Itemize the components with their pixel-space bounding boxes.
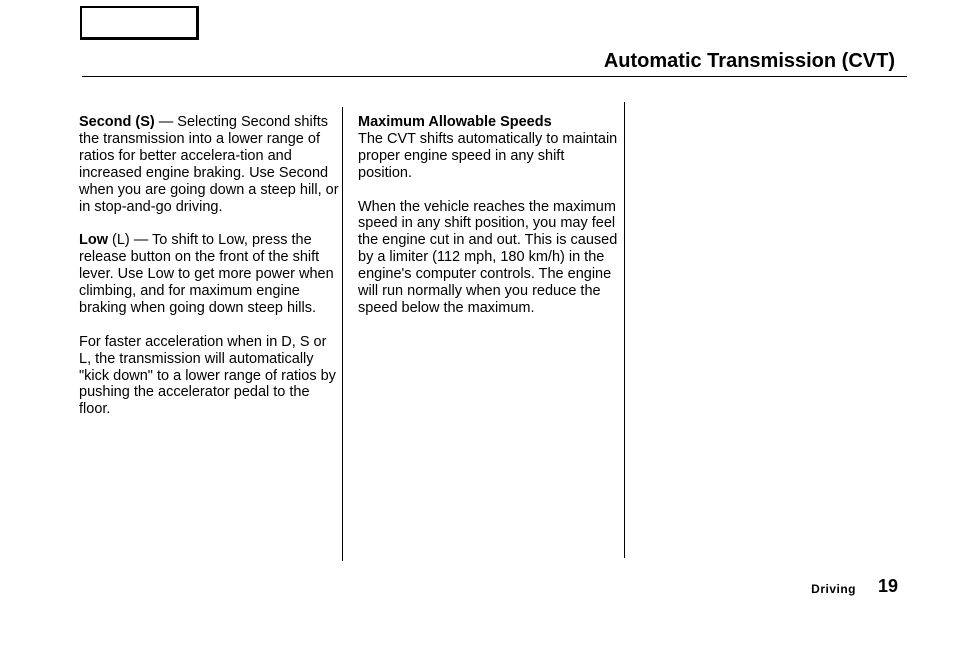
second-text: — Selecting Second shifts the transmission into a lower range of ratios for better accelera-tion and increased engine braking. Use Second when you are going down a steep hill, or in stop-and-go driving. <box>79 114 339 215</box>
max-speeds-paragraph-2: When the vehicle reaches the maximum speed in any shift position, you may feel the engine cut in and out. This is caused by a limiter (112 mph, 180 km/h) in the engine's computer controls. The engine will run normally when you reduce the speed below the maximum. <box>358 198 618 316</box>
page-number: 19 <box>877 576 898 596</box>
left-column <box>79 114 341 435</box>
second-heading: Second (S) <box>79 114 155 130</box>
column-divider-left <box>342 107 343 561</box>
column-divider-right <box>624 102 625 558</box>
low-heading: Low <box>79 232 108 249</box>
section-tab-box <box>80 6 199 40</box>
footer-section-label: Driving <box>811 582 856 596</box>
middle-column <box>358 114 620 334</box>
page-title: Automatic Transmission (CVT) <box>603 50 895 72</box>
title-rule <box>82 76 907 77</box>
low-paragraph <box>79 232 341 317</box>
max-speeds-paragraph-1: The CVT shifts automatically to maintain proper engine speed in any shift position. <box>358 130 618 181</box>
max-speeds-heading: Maximum Allowable Speeds <box>358 114 552 130</box>
kickdown-paragraph: For faster acceleration when in D, S or L, the transmission will automatically "kick down" to a lower range of ratios by pushing the accelerator pedal to the floor. <box>79 333 336 418</box>
second-paragraph <box>79 114 341 215</box>
low-text: (L) — To shift to Low, press the release button on the front of the shift lever. Use Low to get more power when climbing, and for maximum engine braking when going down steep hills. <box>79 232 334 316</box>
